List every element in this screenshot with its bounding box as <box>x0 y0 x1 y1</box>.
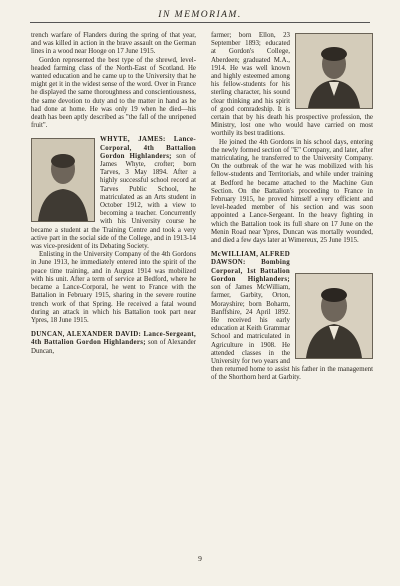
header-rule <box>30 22 370 23</box>
mcwilliam-entry <box>211 251 373 382</box>
right-column <box>211 32 373 383</box>
whyte-portrait <box>31 138 95 222</box>
left-column <box>31 32 196 356</box>
duncan-name: DUNCAN, ALEXANDER DAVID: Lance-Sergeant, 4th Battalion Gordon Highlanders; <box>31 331 196 347</box>
portrait-figure-icon <box>296 34 372 108</box>
portrait-figure-icon <box>296 274 372 358</box>
whyte-entry <box>31 136 196 251</box>
page-header: IN MEMORIAM. <box>158 10 242 20</box>
duncan-service: He joined the 4th Gordons in his school days, entering the newly formed section of "E" Company, and later, after matriculating, he transferred to the University Company. On the outbreak of the war he was mobilized with his fellow-students and Territorials, and while under training at Bedford he became attached to the Machine Gun Section. On the Battalion's proceeding to France in February 1915, he proved himself a very efficient and level-headed member of his section and was soon appointed a Lance-Sergeant. In the heavy fighting in which the Battalion took its full share on 17 June on the Menin Road near Ypres, Duncan was mortally wounded, and died a few days later at Wimereux, 25 June 1915. <box>211 138 373 245</box>
mcwilliam-biography: son of James McWilliam, farmer, Garbity, Orton, Morayshire; born Boharm, Banffshire, 24 April 1892. He received his early education at Keith Grammar School and matriculated in Agriculture in 1908. He attended classes in the University for two years and then returned home to assist his father in the management of the Shorthorn herd at Garbity. <box>211 284 373 382</box>
gordon-character: Gordon represented the best type of the shrewd, level-headed farming class of the North-East of Scotland. He wanted education and he came up to the University that he might get it in the widest sense of the word. Over in France he displayed the same thoroughness and conscientiousness, the same devotion to duty and to the matter in hand as he had done at home. He was only 19 when he died—his death has been aptly described as "the fall of the unripened fruit". <box>31 56 196 130</box>
portrait-figure-icon <box>32 139 94 221</box>
duncan-biography-start: son of Alexander Duncan, <box>31 339 196 355</box>
mcwilliam-portrait <box>295 273 373 359</box>
mcwilliam-name: McWILLIAM, ALFRED DAWSON: Bombing Corporal, 1st Battalion Gordon Highlanders; <box>211 251 290 283</box>
duncan-biography-cont: farmer; born Ellon, 23 September 1893; educated at Gordon's College, Aberdeen; graduated M.A., 1914. He was well known and highly esteemed among his fellow-students for his sterling character, his sound clear thinking and his spirit of good comradeship. It is certain that by his death his prospective profession, the Ministry, lost one who would have carried on most worthily its best traditions. <box>211 32 373 138</box>
whyte-service: Enlisting in the University Company of the 4th Gordons in June 1913, he immediately entered into the spirit of the peace time training, and in August 1914 was mobilized with his unit. After a term of service at Bedford, where he became a Lance-Corporal, he went to France with the Battalion in February 1915, sharing in the severe routine trench work of that Spring. He received a fatal wound during an attack in which his Battalion took part near Ypres, 18 June 1915. <box>31 251 196 324</box>
gordon-continuation: trench warfare of Flanders during the spring of that year, and was killed in action in the brave assault on the German lines in a wood near Hooge on 17 June 1915. <box>31 32 196 56</box>
whyte-biography: son of James Whyte, crofter; born Tarves, 3 May 1894. After a highly successful school record at Tarves Public School, he matriculated as an Arts student in October 1912, with a view to becoming a teacher. Concurrently with his University course he became a student at the Training Centre and took a very active part in the social side of the College, and in 1913-14 was vice-president of its Debating Society. <box>31 152 196 251</box>
duncan-entry <box>31 331 196 356</box>
page-number: 9 <box>198 554 202 563</box>
duncan-portrait <box>295 33 373 109</box>
whyte-name: WHYTE, JAMES: Lance-Corporal, 4th Battalion Gordon Highlanders; <box>100 136 196 160</box>
